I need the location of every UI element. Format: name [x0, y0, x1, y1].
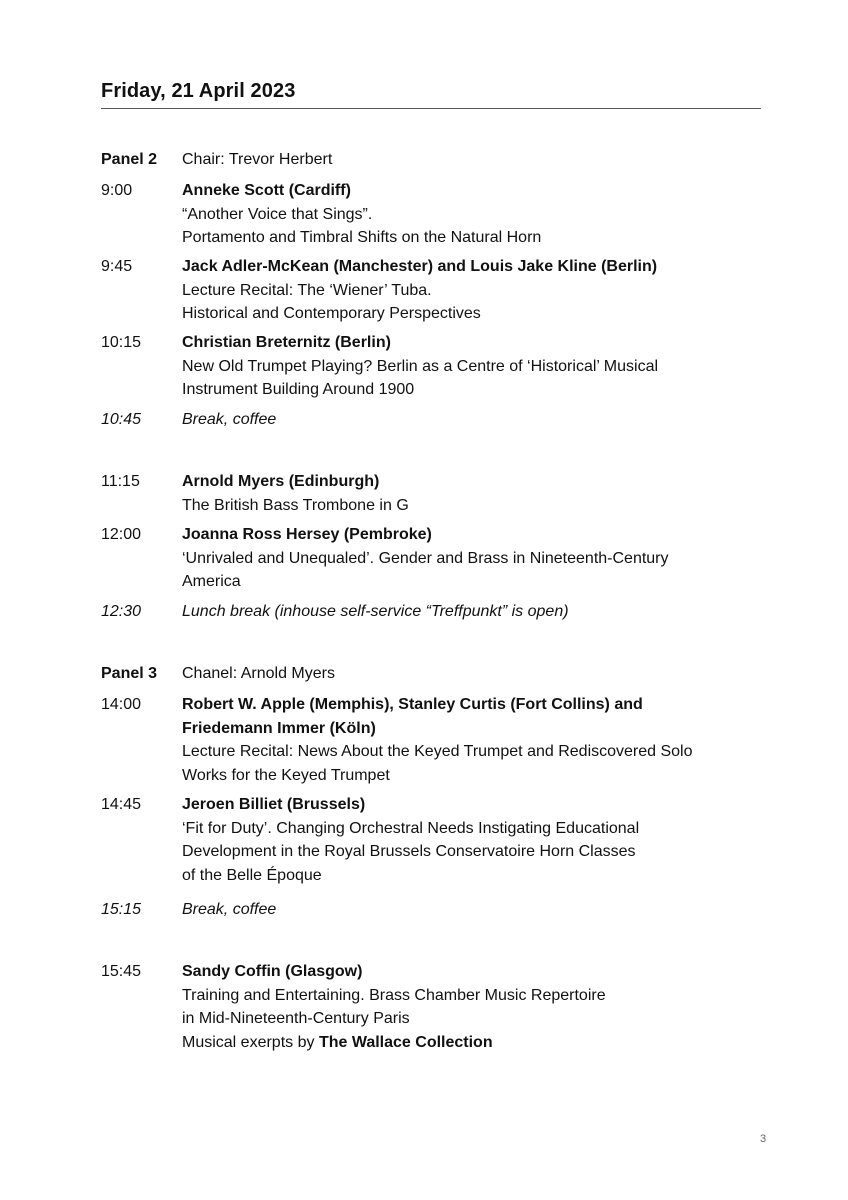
- session-time: 14:00: [101, 696, 142, 713]
- session-time: 15:45: [101, 963, 142, 980]
- panel-chair: Chair: Trevor Herbert: [182, 151, 333, 168]
- page-heading: Friday, 21 April 2023: [101, 80, 296, 102]
- heading-rule: [101, 108, 761, 109]
- session-title-line: Training and Entertaining. Brass Chamber Music Repertoire: [182, 986, 606, 1004]
- credit-name: The Wallace Collection: [318, 1033, 493, 1051]
- session-title-line: Instrument Building Around 1900: [182, 381, 415, 398]
- break-text: Lunch break (inhouse self-service “Treffpunkt” is open): [182, 603, 569, 620]
- session-title-line: Historical and Contemporary Perspectives: [182, 305, 481, 322]
- credit-prefix: Musical exerpts by: [182, 1033, 319, 1051]
- session-title-line: Lecture Recital: News About the Keyed Trumpet and Rediscovered Solo: [182, 743, 693, 760]
- session-title-line: in Mid-Nineteenth-Century Paris: [182, 1010, 410, 1027]
- session-speaker: Arnold Myers (Edinburgh): [182, 473, 380, 490]
- break-text: Break, coffee: [182, 901, 277, 918]
- session-time: 12:00: [101, 526, 142, 543]
- session-time: 11:15: [101, 473, 140, 490]
- panel-chair: Chanel: Arnold Myers: [182, 665, 335, 682]
- session-title-line: Development in the Royal Brussels Conservatoire Horn Classes: [182, 843, 636, 860]
- session-speaker: Robert W. Apple (Memphis), Stanley Curtis (Fort Collins) and: [182, 696, 643, 713]
- session-title-line: Works for the Keyed Trumpet: [182, 766, 390, 784]
- session-credit: [182, 1031, 752, 1055]
- session-title-line: ‘Unrivaled and Unequaled’. Gender and Brass in Nineteenth-Century: [182, 549, 669, 567]
- break-time: 15:15: [101, 901, 142, 918]
- session-time: 14:45: [101, 796, 142, 813]
- session-title-line: New Old Trumpet Playing? Berlin as a Centre of ‘Historical’ Musical: [182, 357, 659, 375]
- session-title-line: Lecture Recital: The ‘Wiener’ Tuba.: [182, 281, 432, 299]
- session-speaker: Joanna Ross Hersey (Pembroke): [182, 526, 432, 543]
- session-time: 9:00: [101, 182, 133, 199]
- session-title-line: “Another Voice that Sings”.: [182, 205, 373, 223]
- page-number: 3: [760, 1133, 767, 1145]
- session-title-line: The British Bass Trombone in G: [182, 496, 409, 514]
- session-speaker: Jeroen Billiet (Brussels): [182, 796, 366, 813]
- session-speaker: Jack Adler-McKean (Manchester) and Louis Jake Kline (Berlin): [182, 258, 658, 275]
- session-title-line: America: [182, 573, 241, 590]
- session-speaker: Friedemann Immer (Köln): [182, 719, 376, 737]
- break-time: 10:45: [101, 411, 142, 428]
- panel-label: Panel 2: [101, 151, 158, 168]
- session-time: 9:45: [101, 258, 133, 275]
- session-speaker: Anneke Scott (Cardiff): [182, 182, 351, 199]
- session-time: 10:15: [101, 334, 142, 351]
- break-time: 12:30: [101, 603, 142, 620]
- session-speaker: Sandy Coffin (Glasgow): [182, 963, 363, 980]
- break-text: Break, coffee: [182, 411, 277, 428]
- session-title-line: Portamento and Timbral Shifts on the Natural Horn: [182, 229, 542, 246]
- session-title-line: ‘Fit for Duty’. Changing Orchestral Needs Instigating Educational: [182, 819, 640, 837]
- session-speaker: Christian Breternitz (Berlin): [182, 334, 391, 351]
- panel-label: Panel 3: [101, 665, 158, 682]
- session-title-line: of the Belle Époque: [182, 866, 322, 884]
